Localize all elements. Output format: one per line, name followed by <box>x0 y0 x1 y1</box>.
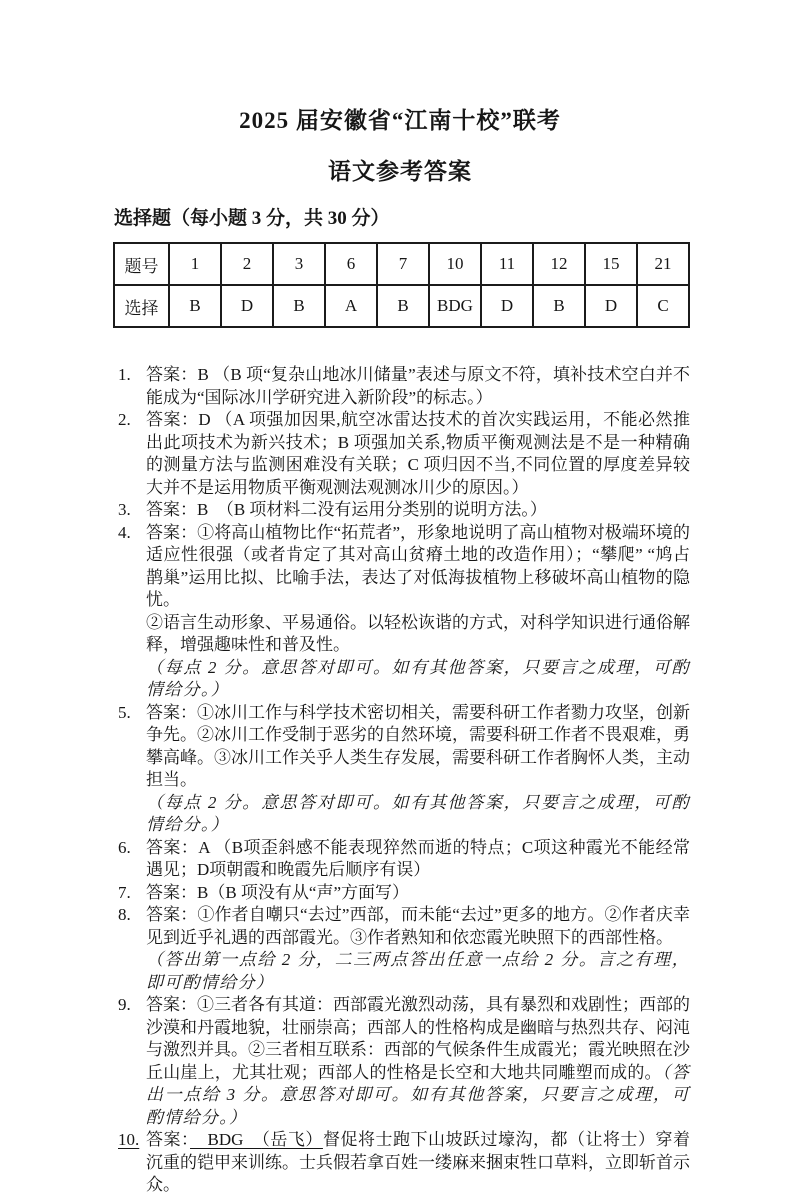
item-number: 8. <box>118 905 131 924</box>
question-number-cell: 2 <box>221 243 273 285</box>
choice-cell: B <box>273 285 325 327</box>
answer-text: 督促将士跑下山坡跃过壕沟，都（让将士）穿着沉重的铠甲来训练。士兵假若拿百姓一缕麻来捆束牲口草料，立即斩首示众。 <box>146 1130 690 1194</box>
item-number: 4. <box>118 522 131 542</box>
scoring-note: （每点 2 分。意思答对即可。如有其他答案，只要言之成理，可酌情给分。） <box>146 792 690 834</box>
answer-item-7 <box>118 882 690 905</box>
row-label-question-number: 题号 <box>114 243 169 285</box>
item-number: 2. <box>118 410 131 429</box>
item-number: 10. <box>118 1130 140 1149</box>
answer-item-6 <box>118 837 690 882</box>
section-heading: 选择题（每小题 3 分，共 30 分） <box>114 208 390 229</box>
answer-text: 答案：B（B 项没有从“声”方面写） <box>146 882 410 902</box>
item-number: 9. <box>118 995 131 1014</box>
answer-text: 答案：B （B 项“复杂山地冰川储量”表述与原文不符，填补技术空白并不能成为“国际冰川学研究进入新阶段”的标志。） <box>146 365 690 407</box>
answer-item-5 <box>118 702 690 837</box>
choice-cell: D <box>221 285 273 327</box>
table-row-question-numbers <box>114 243 689 285</box>
answer-item-9 <box>118 994 690 1129</box>
answer-text: ②语言生动形象、平易通俗。以轻松诙谐的方式，对科学知识进行通俗解释，增强趣味性和普及性。 <box>146 612 690 654</box>
question-number-cell: 11 <box>481 243 533 285</box>
answer-text: 答案：A （B项歪斜感不能表现猝然而逝的特点；C项这种霞光不能经常遇见；D项朝霞和晚霞先后顺序有误） <box>146 837 690 879</box>
choice-cell: B <box>169 285 221 327</box>
item-number: 3. <box>118 500 131 519</box>
choice-cell: B <box>533 285 585 327</box>
question-number-cell: 21 <box>637 243 689 285</box>
question-number-cell: 15 <box>585 243 637 285</box>
scoring-note: （每点 2 分。意思答对即可。如有其他答案，只要言之成理，可酌情给分。） <box>146 657 690 699</box>
item-number: 5. <box>118 702 131 722</box>
choice-cell: D <box>481 285 533 327</box>
row-label-choice: 选择 <box>114 285 169 327</box>
page-subtitle: 语文参考答案 <box>328 159 472 184</box>
answer-item-1 <box>118 364 690 409</box>
answer-text: 答案：B （B 项材料二没有运用分类别的说明方法。） <box>146 500 547 519</box>
question-number-cell: 10 <box>429 243 481 285</box>
answer-text: 答案：D （A 项强加因果,航空冰雷达技术的首次实践运用，不能必然推出此项技术为新兴技术；B 项强加关系,物质平衡观测法是不是一种精确的测量方法与监测困难没有关联；C 项归因不当,不同位置的厚度差异较大并不是运用物质平衡观测法观测冰川少的原因。） <box>146 410 690 497</box>
answer-item-8 <box>118 904 690 994</box>
answer-text: 答案： <box>146 1130 191 1149</box>
question-number-cell: 1 <box>169 243 221 285</box>
choice-cell: B <box>377 285 429 327</box>
choice-cell: C <box>637 285 689 327</box>
answer-item-10 <box>118 1129 690 1197</box>
question-number-cell: 7 <box>377 243 429 285</box>
question-number-cell: 3 <box>273 243 325 285</box>
scoring-note: （答出第一点给 2 分，二三两点答出任意一点给 2 分。言之有理，即可酌情给分） <box>146 950 690 992</box>
choice-cell: BDG <box>429 285 481 327</box>
answer-text: 答案：①三者各有其道：西部霞光激烈动荡，具有暴烈和戏剧性；西部的沙漠和丹霞地貌，壮丽崇高；西部人的性格构成是幽暗与热烈共存、闷沌与激烈并具。②三者相互联系：西部的气候条件生成霞光；霞光映照在沙丘山崖上，尤其壮观；西部人的性格是长空和大地共同雕塑而成的。 <box>146 995 690 1082</box>
blank-answer-bdg: BDG <box>190 1130 262 1149</box>
table-row-choices <box>114 285 689 327</box>
choice-cell: A <box>325 285 377 327</box>
scoring-note: （答出一点给 3 分。意思答对即可。如有其他答案，只要言之成理，可酌情给分。） <box>146 1062 690 1127</box>
answer-item-2 <box>118 409 690 499</box>
item-number: 6. <box>118 837 131 857</box>
page-title: 2025 届安徽省“江南十校”联考 <box>239 108 561 133</box>
answer-item-4 <box>118 522 690 702</box>
answer-item-3 <box>118 499 690 522</box>
item-number: 1. <box>118 365 131 384</box>
answer-explanations-list <box>118 364 690 1197</box>
multiple-choice-answer-table <box>113 242 690 328</box>
answer-text: 答案：①将高山植物比作“拓荒者”，形象地说明了高山植物对极端环境的适应性很强（或者肯定了其对高山贫瘠土地的改造作用）；“攀爬” “鸠占鹊巢”运用比拟、比喻手法，表达了对低海拔植物上移破坏高山植物的隐忧。 <box>146 522 690 609</box>
answer-text: 答案：①作者自嘲只“去过”西部，而未能“去过”更多的地方。②作者庆幸见到近乎礼遇的西部霞光。③作者熟知和依恋霞光映照下的西部性格。 <box>146 905 690 947</box>
item-number: 7. <box>118 882 131 902</box>
question-number-cell: 12 <box>533 243 585 285</box>
supplied-subject: （岳飞） <box>261 1130 323 1149</box>
choice-cell: D <box>585 285 637 327</box>
question-number-cell: 6 <box>325 243 377 285</box>
answer-text: 答案：①冰川工作与科学技术密切相关，需要科研工作者勠力攻坚，创新争先。②冰川工作受制于恶劣的自然环境，需要科研工作者不畏艰难，勇攀高峰。③冰川工作关乎人类生存发展，需要科研工作者胸怀人类，主动担当。 <box>146 702 690 789</box>
